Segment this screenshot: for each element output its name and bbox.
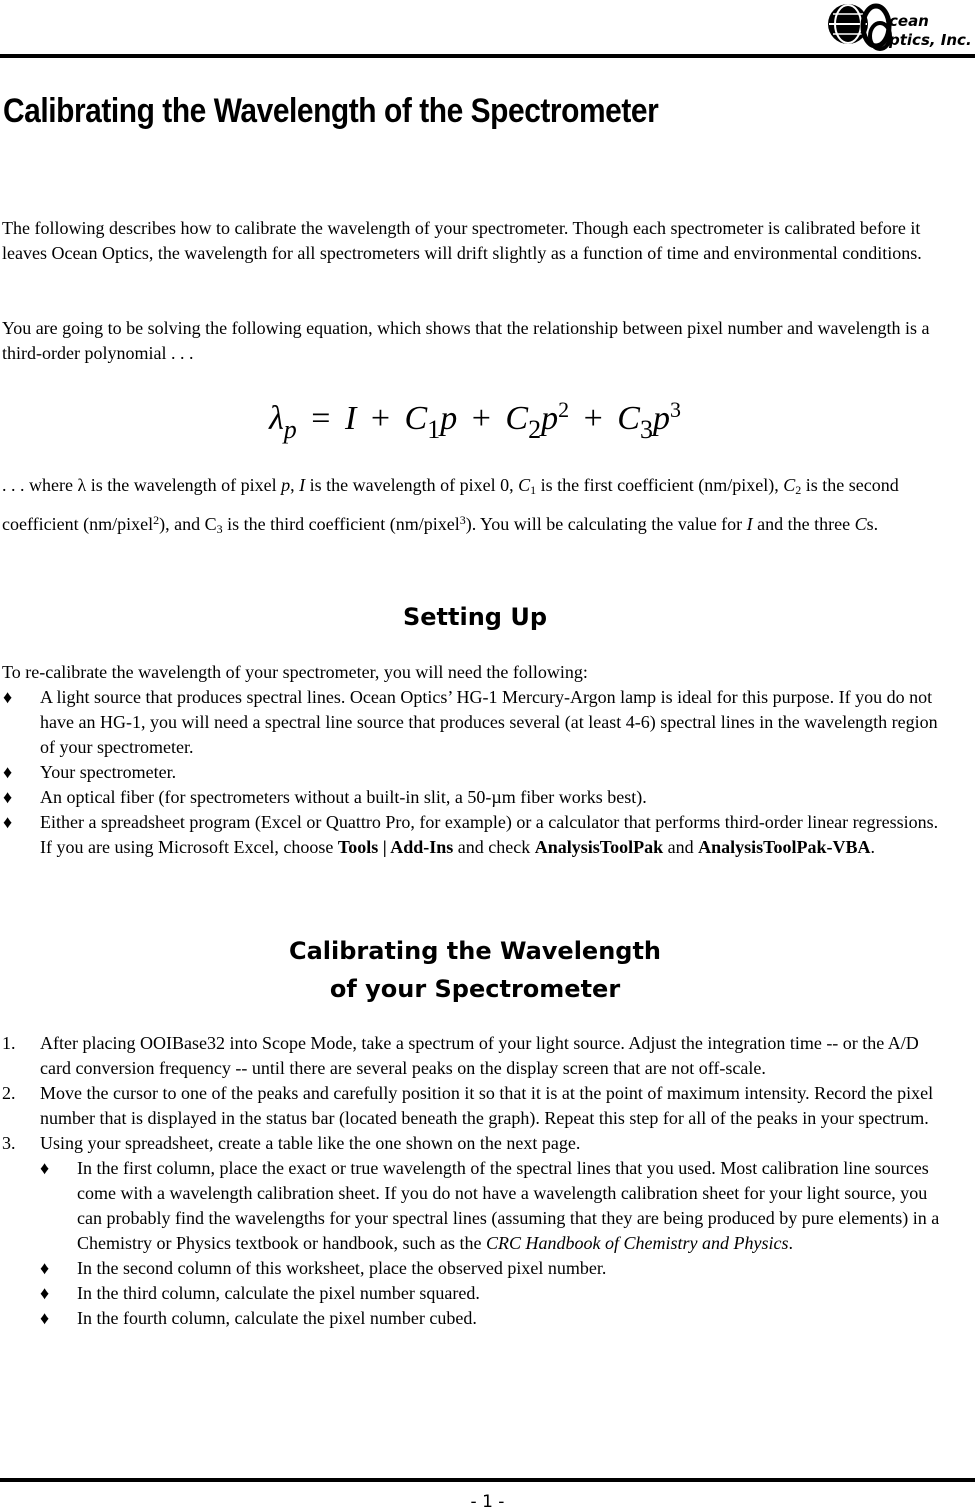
list-item [0,1081,950,1131]
where-text: is the second coefficient (nm/pixel [2,475,899,534]
equation-lambda-sub: p [283,415,297,444]
diamond-bullet-icon: ♦ [40,1158,50,1178]
list-item [0,1131,950,1331]
footer-rule [0,1478,975,1482]
where-lambda: λ [77,475,87,495]
where-text: is the wavelength of pixel 0, [305,475,519,495]
where-cs: C [854,514,867,534]
equation-plus-3: + [583,400,603,437]
sub-item-text: In the first column, place the exact or true wavelength of the spectral lines that you used. Most calibration line sources come with a wavelength calibration sheet. If you do not have a wavelength calibration sheet for your light source, you can probably find the wavelengths for your spectral lines (assuming that they are being produced by pure elements) in a Chemistry or Physics textbook or handbook, such as the [77,1158,940,1253]
equation-equals: = [311,400,331,437]
setup-item-spectrometer: Your spectrometer. [40,762,177,782]
crc-handbook-title: CRC Handbook of Chemistry and Physics [485,1233,789,1253]
list-item [0,760,950,785]
list-item [0,810,950,860]
step-1-text: After placing OOIBase32 into Scope Mode, take a spectrum of your light source. Adjust the integration time -- or the A/D card conversion frequency -- until there are several peaks on the display screen that are not off-scale. [40,1033,919,1078]
setup-item-spreadsheet [40,812,938,857]
where-text: and the three [752,514,855,534]
step-number: 2. [2,1083,16,1103]
step-2-text: Move the cursor to one of the peaks and carefully position it so that it is at the point of maximum intensity. Record the pixel number that is displayed in the status bar (located beneath the graph). Repeat this step for all of the peaks in your spectrum. [40,1083,934,1128]
section-heading-calibrating [0,932,950,1008]
where-c1: C [518,475,531,495]
section-heading-setting-up: Setting Up [402,603,548,631]
setup-item-text: and [663,837,699,857]
where-sup2: 2 [153,513,160,527]
equation-plus-1: + [370,400,390,437]
list-item [40,1281,950,1306]
where-text: ), and C [159,514,217,534]
section-heading-line-2: of your Spectrometer [329,975,621,1003]
equation-c2: C [505,400,529,437]
where-text: s. [866,514,879,534]
equation-c1: C [404,400,428,437]
calibration-steps-list [0,1031,950,1331]
list-item [0,785,950,810]
where-i: I [746,514,753,534]
list-item [0,685,950,760]
where-c3-sub: 3 [216,522,223,536]
setup-item-text: . [870,837,876,857]
section-heading-line-1: Calibrating the Wavelength [288,937,662,965]
logo-text-optics: ptics, Inc. [889,31,972,49]
diamond-bullet-icon: ♦ [3,787,13,807]
step-number: 1. [2,1033,16,1053]
diamond-bullet-icon: ♦ [3,687,13,707]
ocean-optics-logo [826,0,975,52]
setup-item-optical-fiber: An optical fiber (for spectrometers without a built-in slit, a 50-µm fiber works best). [40,787,647,807]
step-number: 3. [2,1133,16,1153]
sub-item-fourth-column: In the fourth column, calculate the pixel number cubed. [77,1308,477,1328]
where-i: I [299,475,306,495]
equation-c3-sub: 3 [639,415,653,444]
setup-item-text: Either a spreadsheet program (Excel or Quattro Pro, for example) or a calculator that performs third-order linear regressions. If you are using Microsoft Excel, choose [40,812,939,857]
equation-c3: C [617,400,640,437]
list-item [40,1306,950,1331]
equation-p3: p [652,400,670,437]
page-number: - 1 - [470,1492,505,1512]
equation-p2-sup: 2 [558,397,570,422]
equation-plus-2: + [471,400,491,437]
page-title: Calibrating the Wavelength of the Spectrometer [3,92,659,130]
list-item [40,1256,950,1281]
where-sup3: 3 [459,513,466,527]
diamond-bullet-icon: ♦ [3,762,13,782]
sub-item-second-column: In the second column of this worksheet, place the observed pixel number. [77,1258,607,1278]
intro-paragraph-2: You are going to be solving the following equation, which shows that the relationship between pixel number and wavelength is a third-order polynomial . . . [2,318,930,363]
where-paragraph [2,470,947,544]
calibration-equation [0,388,950,452]
where-text: is the wavelength of pixel [86,475,282,495]
logo-text-ocean: cean [889,12,929,30]
sub-item-third-column: In the third column, calculate the pixel number squared. [77,1283,480,1303]
diamond-bullet-icon: ♦ [40,1308,50,1328]
sub-item-text: . [788,1233,793,1253]
list-item [40,1156,950,1256]
diamond-bullet-icon: ♦ [40,1258,50,1278]
step-3-text: Using your spreadsheet, create a table like the one shown on the next page. [40,1133,581,1153]
where-c2: C [783,475,796,495]
where-c1-sub: 1 [530,483,537,497]
equation-p1: p [440,400,458,437]
list-item [0,1031,950,1081]
step-3-sublist [40,1156,950,1331]
diamond-bullet-icon: ♦ [3,812,13,832]
setup-intro: To re-calibrate the wavelength of your spectrometer, you will need the following: [2,662,588,682]
analysis-toolpak-name: AnalysisToolPak [534,837,664,857]
equation-c2-sub: 2 [528,415,542,444]
equation-c1-sub: 1 [427,415,441,444]
where-c2-sub: 2 [795,483,802,497]
setup-item-light-source: A light source that produces spectral lines. Ocean Optics’ HG-1 Mercury-Argon lamp is ideal for this purpose. If you do not have an HG-1, you will need a spectral line source that produces several (at least 4-6) spectral lines in the wavelength region of your spectrometer. [40,687,938,757]
analysis-toolpak-vba-name: AnalysisToolPak-VBA [698,837,871,857]
equation-lambda: λ [269,400,284,437]
sub-item-first-column [77,1158,939,1253]
setup-requirements-list [0,685,950,860]
equation-intercept: I [344,400,357,437]
where-text: , [290,475,300,495]
where-text: is the third coefficient (nm/pixel [222,514,460,534]
equation-p2: p [541,400,559,437]
setup-item-text: and check [453,837,535,857]
where-text: . . . where [2,475,78,495]
where-text: is the first coefficient (nm/pixel), [536,475,784,495]
where-p: p [281,475,291,495]
header-rule [0,54,975,58]
where-text: ). You will be calculating the value for [465,514,747,534]
diamond-bullet-icon: ♦ [40,1283,50,1303]
equation-p3-sup: 3 [669,397,681,422]
menu-path-tools-addins: Tools | Add-Ins [337,837,454,857]
intro-paragraph-1: The following describes how to calibrate the wavelength of your spectrometer. Though each spectrometer is calibrated before it leaves Ocean Optics, the wavelength for all spectrometers will drift slightly as a function of time and environmental conditions. [2,218,922,263]
